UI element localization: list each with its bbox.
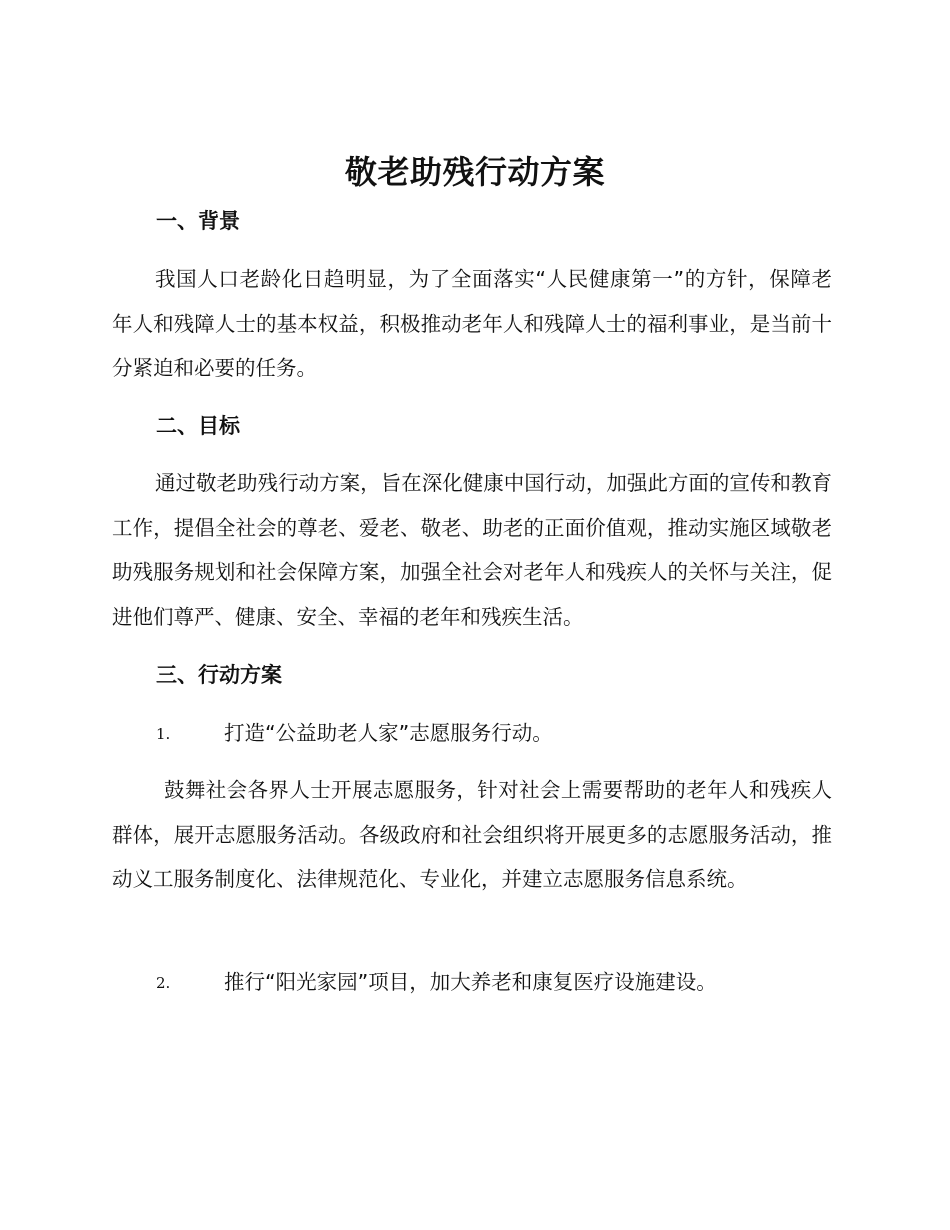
- list-item-paragraph: 鼓舞社会各界人士开展志愿服务，针对社会上需要帮助的老年人和残疾人群体，展开志愿服务活动。各级政府和社会组织将开展更多的志愿服务活动，推动义工服务制度化、法律规范化、专业化，并建立志愿服务信息系统。: [112, 778, 832, 891]
- section-paragraph-background: 我国人口老龄化日趋明显，为了全面落实“人民健康第一”的方针，保障老年人和残障人士的基本权益，积极推动老年人和残障人士的福利事业，是当前十分紧迫和必要的任务。: [112, 267, 832, 380]
- list-item-text: 打造“公益助老人家”志愿服务行动。: [224, 721, 553, 745]
- section-heading-background: 一、背景: [156, 209, 240, 233]
- list-item: [156, 718, 553, 749]
- document-title: 敬老助残行动方案: [344, 153, 605, 191]
- list-item-number: 1.: [156, 725, 171, 743]
- list-item-text: 推行“阳光家园”项目，加大养老和康复医疗设施建设。: [224, 970, 717, 994]
- section-paragraph-goals: 通过敬老助残行动方案，旨在深化健康中国行动，加强此方面的宣传和教育工作，提倡全社会的尊老、爱老、敬老、助老的正面价值观，推动实施区域敬老助残服务规划和社会保障方案，加强全社会对老年人和残疾人的关怀与关注，促进他们尊严、健康、安全、幸福的老年和残疾生活。: [112, 471, 832, 629]
- list-item-number: 2.: [156, 974, 171, 992]
- section-heading-action-plan: 三、行动方案: [156, 663, 282, 687]
- list-item: [156, 967, 717, 998]
- section-heading-goals: 二、目标: [156, 414, 240, 438]
